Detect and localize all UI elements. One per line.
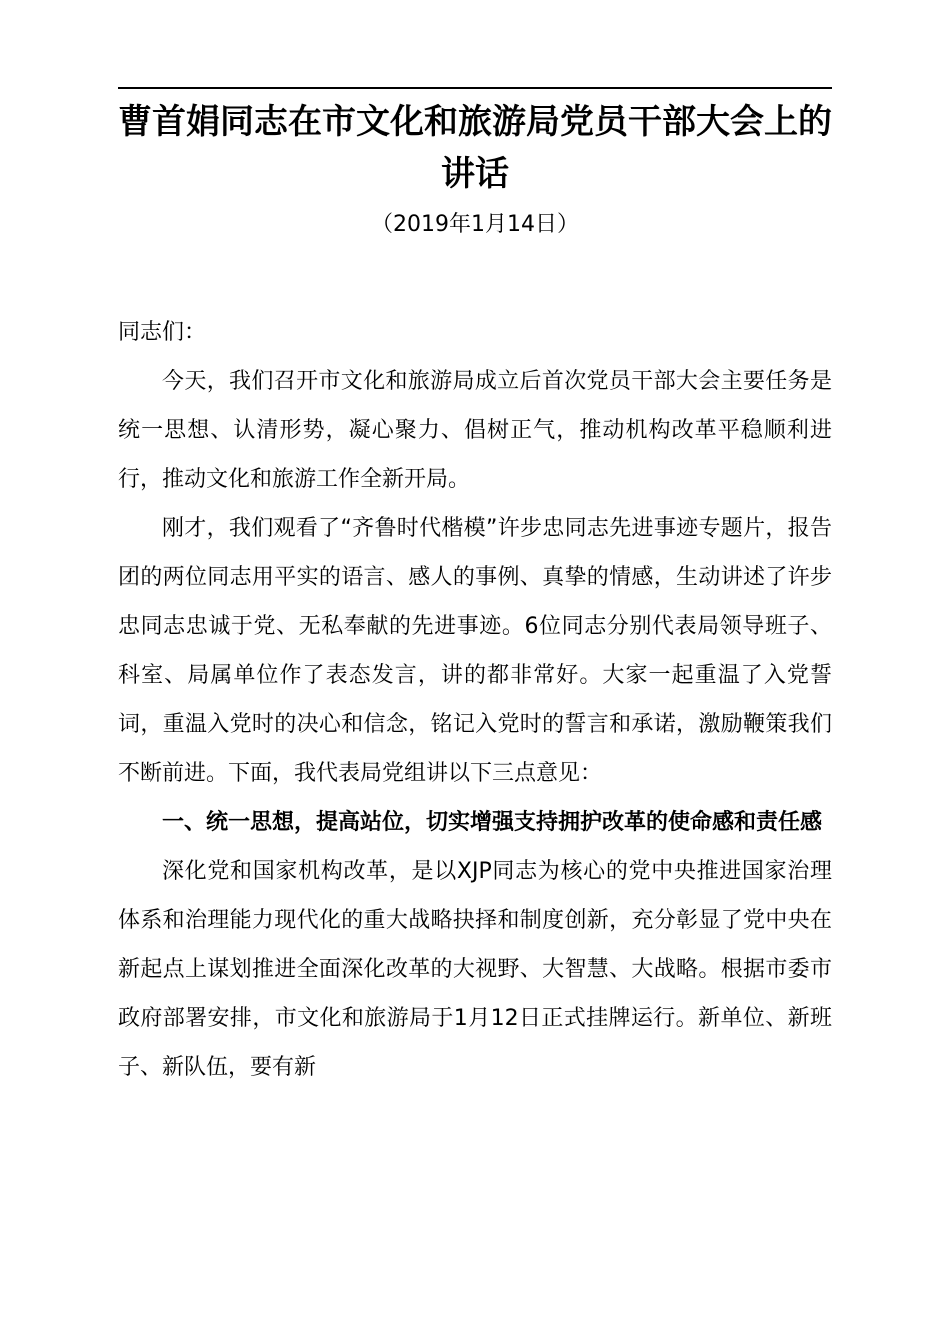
paragraph-opening: 今天，我们召开市文化和旅游局成立后首次党员干部大会主要任务是统一思想、认清形势，凝心聚力、倡树正气，推动机构改革平稳顺利进行，推动文化和旅游工作全新开局。 (118, 369, 832, 492)
document-body (118, 308, 832, 1092)
speech-date: （2019年1月14日） (371, 212, 579, 237)
paragraph-section-1: 深化党和国家机构改革，是以XJP同志为核心的党中央推进国家治理体系和治理能力现代化的重大战略抉择和制度创新，充分彰显了党中央在新起点上谋划推进全面深化改革的大视野、大智慧、大战略。根据市委市政府部署安排，市文化和旅游局于1月12日正式挂牌运行。新单位、新班子、新队伍，要有新 (118, 859, 832, 1080)
document-title: 曹首娟同志在市文化和旅游局党员干部大会上的讲话 (118, 102, 832, 194)
paragraph-review: 刚才，我们观看了“齐鲁时代楷模”许步忠同志先进事迹专题片，报告团的两位同志用平实的语言、感人的事例、真挚的情感，生动讲述了许步忠同志忠诚于党、无私奉献的先进事迹。6位同志分别代表局领导班子、科室、局属单位作了表态发言，讲的都非常好。大家一起重温了入党誓词，重温入党时的决心和信念，铭记入党时的誓言和承诺，激励鞭策我们不断前进。下面，我代表局党组讲以下三点意见： (118, 516, 832, 786)
section-heading-1: 一、统一思想，提高站位，切实增强支持拥护改革的使命感和责任感 (162, 810, 823, 835)
salutation: 同志们： (118, 320, 207, 345)
header-rule (118, 87, 832, 89)
